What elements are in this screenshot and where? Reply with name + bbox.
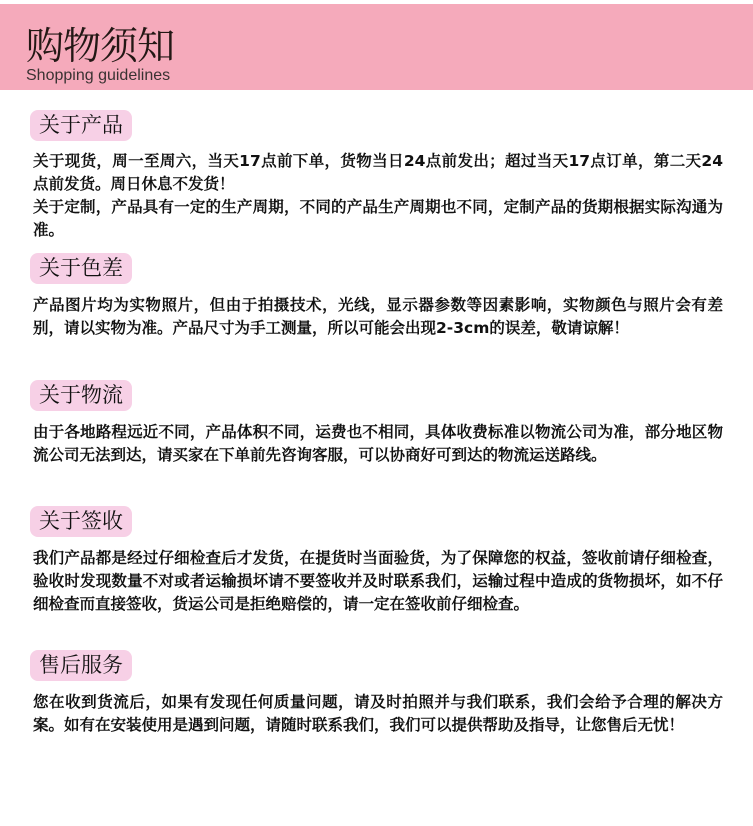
page-subtitle: Shopping guidelines bbox=[26, 67, 171, 84]
section-tag: 关于色差 bbox=[30, 253, 132, 284]
section-text: 我们产品都是经过仔细检查后才发货，在提货时当面验货，为了保障您的权益，签收前请仔细检查，验收时发现数量不对或者运输损坏请不要签收并及时联系我们，运输过程中造成的货物损坏，如不仔细检查而直接签收，货运公司是拒绝赔偿的，请一定在签收前仔细检查。 bbox=[33, 549, 723, 613]
section-text: 由于各地路程远近不同，产品体积不同，运费也不相同，具体收费标准以物流公司为准，部分地区物流公司无法到达，请买家在下单前先咨询客服，可以协商好可到达的物流运送路线。 bbox=[33, 423, 723, 464]
page-title: 购物须知 bbox=[26, 24, 175, 68]
section-tag: 关于产品 bbox=[30, 110, 132, 141]
section-tag: 关于签收 bbox=[30, 506, 132, 537]
section-text: 您在收到货流后，如果有发现任何质量问题，请及时拍照并与我们联系，我们会给予合理的解决方案。如有在安装使用是遇到问题，请随时联系我们，我们可以提供帮助及指导，让您售后无忧！ bbox=[33, 693, 723, 734]
section-after-sales bbox=[30, 650, 730, 737]
section-text bbox=[33, 150, 723, 242]
section-tag: 售后服务 bbox=[30, 650, 132, 681]
section-product bbox=[30, 110, 730, 242]
paragraph: 关于现货，周一至周六，当天17点前下单，货物当日24点前发出；超过当天17点订单，第二天24点前发货。周日休息不发货！ bbox=[33, 152, 723, 193]
section-signing bbox=[30, 506, 730, 616]
section-logistics bbox=[30, 380, 730, 467]
section-text: 产品图片均为实物照片，但由于拍摄技术，光线，显示器参数等因素影响，实物颜色与照片会有差别，请以实物为准。产品尺寸为手工测量，所以可能会出现2-3cm的误差，敬请谅解！ bbox=[33, 296, 723, 337]
paragraph: 关于定制，产品具有一定的生产周期，不同的产品生产周期也不同，定制产品的货期根据实际沟通为准。 bbox=[33, 198, 723, 239]
header-banner bbox=[0, 4, 753, 90]
section-tag: 关于物流 bbox=[30, 380, 132, 411]
section-color bbox=[30, 253, 730, 340]
